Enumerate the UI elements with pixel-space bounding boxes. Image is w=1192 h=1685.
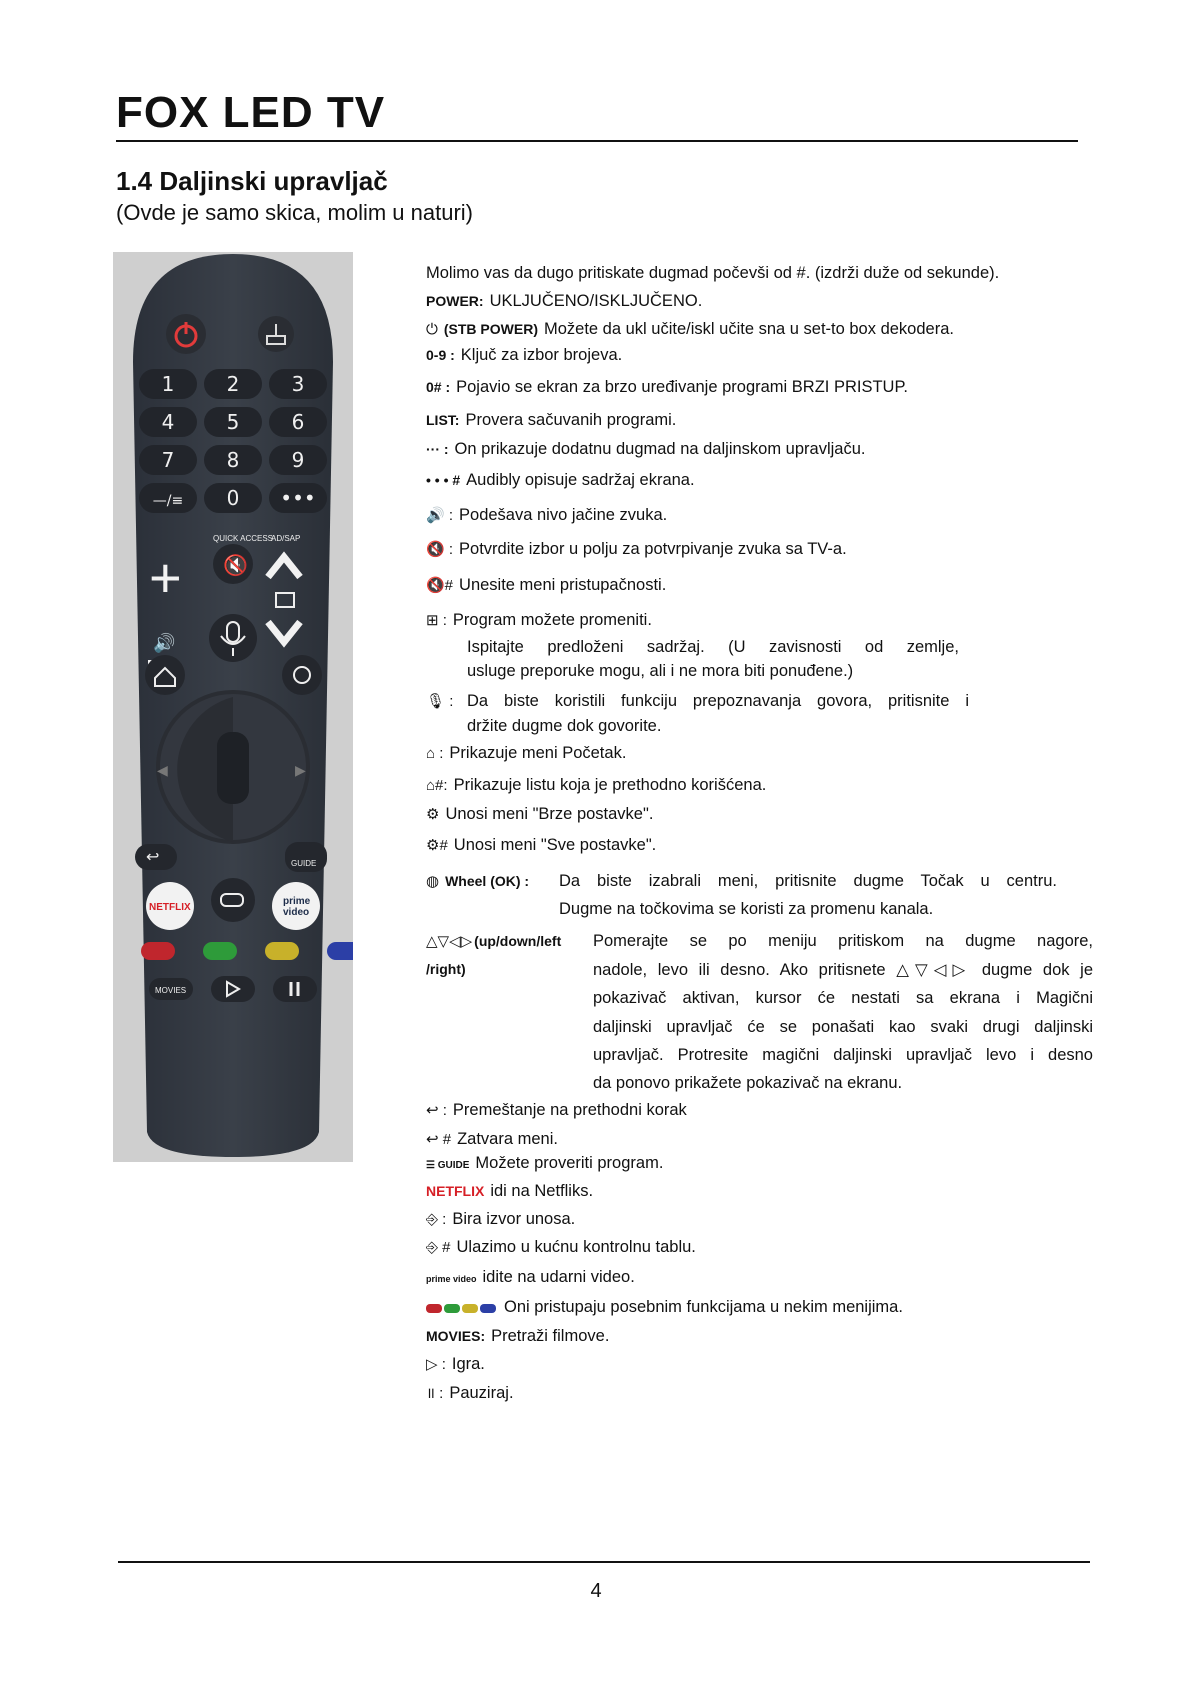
home-hash-desc: Prikazuje listu koja je prethodno korišćena. <box>453 776 767 794</box>
stb-desc: Možete da ukl učite/iskl učite sna u set-to box dekodera. <box>543 320 954 338</box>
program-icon: ⊞ : <box>426 612 447 629</box>
intro-text: Molimo vas da dugo pritiskate dugmad počevši od #. (izdrži duže od sekunde). <box>426 264 1000 282</box>
color-key-3 <box>327 942 353 960</box>
arrows-icon: △▽◁▷ <box>426 933 473 950</box>
guide-desc: Možete proveriti program. <box>475 1154 664 1172</box>
mic-row <box>426 692 459 711</box>
num-key-label-5: 6 <box>291 410 305 434</box>
color-chip-3 <box>480 1304 496 1313</box>
arrows-line-6: da ponovo prikažete pokazivač na ekranu. <box>593 1074 903 1092</box>
back-hash-desc: Zatvara meni. <box>457 1130 558 1148</box>
home-hash-row <box>426 776 766 795</box>
digits-desc: Ključ za izbor brojeva. <box>460 346 623 364</box>
input-hash-icon: ⎆ # <box>426 1239 451 1256</box>
back-desc: Premeštanje na prethodni korak <box>452 1101 687 1119</box>
program-desc-2: Ispitajte predloženi sadržaj. (U zavisnosti od zemlje, <box>467 638 959 656</box>
color-keys-icon <box>426 1299 498 1316</box>
color-chip-0 <box>426 1304 442 1313</box>
home-row <box>426 744 626 763</box>
footer-rule <box>118 1561 1090 1563</box>
settings-button <box>282 655 322 695</box>
guide-icon: ☰ GUIDE <box>426 1160 470 1171</box>
brand-title: FOX LED TV <box>116 88 386 137</box>
arrows-key-label-2: /right) <box>426 961 466 977</box>
input-hash-row <box>426 1238 696 1257</box>
movies-label: MOVIES <box>155 986 187 995</box>
zero-key-label: 0# : <box>426 379 451 395</box>
list-row <box>426 411 676 430</box>
color-key-1 <box>203 942 237 960</box>
play-icon: ▷ : <box>426 1356 446 1373</box>
color-chip-1 <box>444 1304 460 1313</box>
mute-hash-row <box>426 576 666 595</box>
prime-video-icon: prime video <box>426 1274 477 1284</box>
back-icon: ↩ <box>146 847 160 866</box>
colors-desc: Oni pristupaju posebnim funkcijama u nekim menijima. <box>504 1298 903 1316</box>
pause-icon: ॥ : <box>426 1385 444 1402</box>
arrows-line-5: upravljač. Protresite magični daljinski upravljač levo i desno <box>593 1046 1093 1064</box>
more-row <box>426 440 865 459</box>
mute-hash-desc: Unesite meni pristupačnosti. <box>459 576 667 594</box>
wheel-ok-button <box>217 732 249 804</box>
movies-desc: Pretraži filmove. <box>491 1327 610 1345</box>
zero-row <box>426 378 1066 397</box>
header-rule <box>116 140 1078 142</box>
ad-sap-label: AD/SAP <box>271 534 301 543</box>
more-desc: On prikazuje dodatnu dugmad na daljinskom upravljaču. <box>454 440 866 458</box>
colors-row <box>426 1298 903 1317</box>
mute-icon: 🔇 : <box>426 541 454 558</box>
wheel-row <box>426 872 535 891</box>
section-subtitle: (Ovde je samo skica, molim u naturi) <box>116 200 473 225</box>
netflix-icon: NETFLIX <box>426 1183 485 1199</box>
mute-row <box>426 540 847 559</box>
section-title: 1.4 Daljinski upravljač <box>116 166 388 196</box>
stb-key-label: (STB POWER) <box>443 321 538 337</box>
mic-desc-2: držite dugme dok govorite. <box>467 717 662 735</box>
num-key-label-6: 7 <box>161 448 175 472</box>
volume-icon: 🔊 : <box>426 507 454 524</box>
zero-desc: Pojavio se ekran za brzo uređivanje programi BRZI PRISTUP. <box>456 378 908 396</box>
netflix-row <box>426 1182 593 1201</box>
remote-control-image <box>113 252 353 1162</box>
more-key-label: ··· : <box>426 441 449 457</box>
num-key-label-10: 0 <box>226 486 240 510</box>
home-desc: Prikazuje meni Početak. <box>449 744 627 762</box>
mute-icon: 🔇 <box>223 553 248 577</box>
input-row <box>426 1210 575 1229</box>
num-key-label-2: 3 <box>291 372 305 396</box>
arrows-key-label: (up/down/left <box>474 933 562 949</box>
arrows-row-2 <box>426 960 472 979</box>
power-key-label: POWER: <box>426 293 484 309</box>
wheel-desc: Da biste izabrali meni, pritisnite dugme Točak u centru. <box>559 872 1057 890</box>
power-row <box>426 292 702 311</box>
mute-desc: Potvrdite izbor u polju za potvrpivanje zvuka sa TV-a. <box>459 540 847 558</box>
volume-row <box>426 506 667 525</box>
settings-hash-desc: Unosi meni "Sve postavke". <box>453 836 657 854</box>
back-row <box>426 1101 687 1120</box>
arrows-line-1: Pomerajte se po meniju pritiskom na dugme nagore, <box>593 932 1093 950</box>
color-chip-2 <box>462 1304 478 1313</box>
netflix-label: NETFLIX <box>149 902 191 913</box>
volume-up-icon: + <box>149 546 182 609</box>
arrows-row <box>426 932 567 951</box>
settings-hash-row <box>426 836 656 855</box>
input-hash-desc: Ulazimo u kućnu kontrolnu tablu. <box>456 1238 696 1256</box>
home-button <box>145 655 185 695</box>
num-key-label-3: 4 <box>161 410 175 434</box>
pause-desc: Pauziraj. <box>449 1384 514 1402</box>
wheel-key-label: Wheel (OK) : <box>445 873 530 889</box>
volume-desc: Podešava nivo jačine zvuka. <box>459 506 668 524</box>
quick-access-label: QUICK ACCESS <box>213 534 274 543</box>
gear-hash-icon: ⚙# <box>426 837 448 854</box>
more-hash-desc: Audibly opisuje sadržaj ekrana. <box>466 471 695 489</box>
stb-row <box>426 320 954 339</box>
num-key-label-8: 9 <box>291 448 305 472</box>
prime-desc: idite na udarni video. <box>482 1268 635 1286</box>
num-key-label-4: 5 <box>226 410 240 434</box>
volume-icon: 🔊 <box>153 633 176 654</box>
settings-row <box>426 805 653 824</box>
program-desc: Program možete promeniti. <box>452 611 652 629</box>
num-key-label-7: 8 <box>226 448 240 472</box>
mic-icon: 🎙 : <box>426 693 454 710</box>
color-key-2 <box>265 942 299 960</box>
input-icon: ⎆ : <box>426 1211 447 1228</box>
wheel-desc-2: Dugme na točkovima se koristi za promenu kanala. <box>559 900 934 918</box>
pause-row <box>426 1383 514 1403</box>
input-button <box>211 878 255 922</box>
guide-label: GUIDE <box>291 859 317 868</box>
wheel-icon: ◍ <box>426 873 440 890</box>
stb-power-icon: ⏻ <box>426 321 438 338</box>
home-hash-icon: ⌂#: <box>426 777 448 794</box>
more-hash-row <box>426 471 695 490</box>
play-button <box>211 976 255 1002</box>
program-desc-3: usluge preporuke mogu, ali i ne mora biti ponuđene.) <box>467 662 854 680</box>
back-icon: ↩ : <box>426 1102 447 1119</box>
play-row <box>426 1355 485 1374</box>
left-arrow-icon: ◀ <box>157 763 168 779</box>
color-key-0 <box>141 942 175 960</box>
list-key-label: LIST: <box>426 412 460 428</box>
movies-row <box>426 1327 609 1346</box>
pause-button <box>273 976 317 1002</box>
arrows-line-3: pokazivač aktivan, kursor će nestati sa ekrana i Magični <box>593 989 1093 1007</box>
back-hash-row <box>426 1130 558 1149</box>
list-desc: Provera sačuvanih programi. <box>465 411 677 429</box>
prime-row <box>426 1268 635 1287</box>
right-arrow-icon: ▶ <box>295 763 306 779</box>
play-desc: Igra. <box>451 1355 485 1373</box>
mic-desc: Da biste koristili funkciju prepoznavanja govora, pritisnite i <box>467 692 969 710</box>
arrows-line-4: daljinski upravljač će se ponašati kao svaki drugi daljinski <box>593 1018 1093 1036</box>
guide-row <box>426 1154 663 1173</box>
settings-desc: Unosi meni "Brze postavke". <box>445 805 654 823</box>
arrows-line-2: nadole, levo ili desno. Ako pritisnete △▽◁▷ dugme dok je <box>593 961 1093 979</box>
num-key-label-9: —/≡ <box>152 493 184 509</box>
more-hash-key-label: • • • # <box>426 472 461 488</box>
digits-key-label: 0-9 : <box>426 347 455 363</box>
svg-text:video: video <box>283 907 310 918</box>
digits-row <box>426 346 622 365</box>
power-desc: UKLJUČENO/ISKLJUČENO. <box>489 292 703 310</box>
gear-icon: ⚙ <box>426 806 440 823</box>
prime-label: prime <box>283 896 311 907</box>
num-key-label-0: 1 <box>161 372 175 396</box>
home-icon: ⌂ : <box>426 745 444 762</box>
netflix-desc: idi na Netfliks. <box>490 1182 594 1200</box>
mute-hash-icon: 🔇# <box>426 577 454 594</box>
input-desc: Bira izvor unosa. <box>452 1210 576 1228</box>
page-number: 4 <box>590 1580 602 1602</box>
back-hash-icon: ↩ # <box>426 1131 452 1148</box>
num-key-label-11: ••• <box>280 486 316 510</box>
program-row <box>426 611 652 630</box>
movies-key-label: MOVIES: <box>426 1328 486 1344</box>
num-key-label-1: 2 <box>226 372 240 396</box>
